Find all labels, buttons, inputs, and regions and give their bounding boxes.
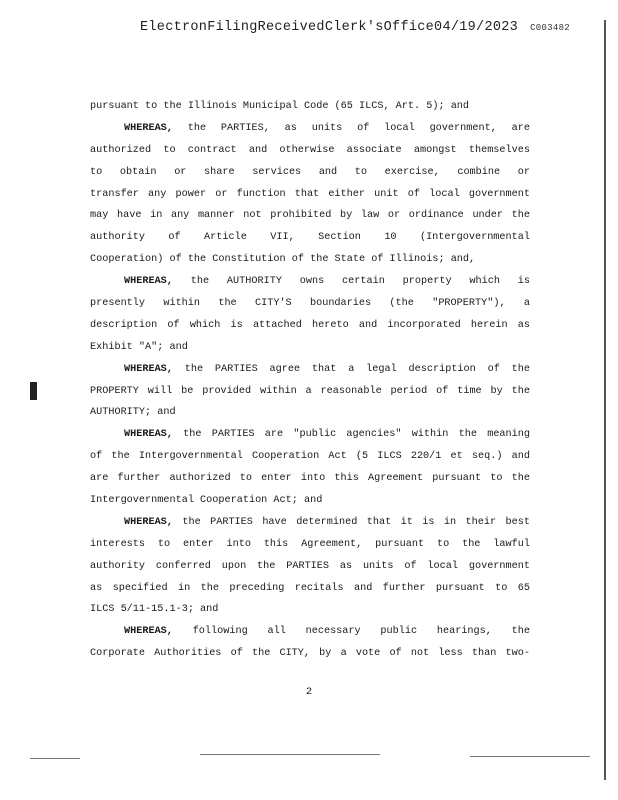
line-text: the PARTIES have determined that it is in their best	[172, 516, 530, 528]
whereas-keyword: WHEREAS,	[124, 626, 173, 638]
line-text: interests to enter into this Agreement, pursuant to the lawful	[90, 538, 530, 550]
whereas-keyword: WHEREAS,	[124, 429, 173, 441]
scan-artifact-left	[30, 382, 37, 400]
text-line	[90, 249, 530, 271]
text-line	[90, 227, 530, 249]
text-line	[90, 643, 530, 665]
line-text: the PARTIES are "public agencies" within the meaning	[172, 429, 530, 441]
text-line	[90, 381, 530, 403]
line-text: Corporate Authorities of the CITY, by a vote of not less than two-	[90, 648, 530, 660]
line-text: of the Intergovernmental Cooperation Act (5 ILCS 220/1 et seq.) and	[90, 451, 530, 463]
text-line	[90, 402, 530, 424]
scan-artifact-bottom-2	[200, 754, 380, 755]
text-line	[90, 271, 530, 293]
line-text: the PARTIES agree that a legal description of the	[172, 363, 530, 375]
line-text: AUTHORITY; and	[90, 407, 176, 419]
line-text: the AUTHORITY owns certain property which is	[172, 276, 530, 288]
line-text: description of which is attached hereto and incorporated herein as	[90, 319, 530, 331]
document-body	[90, 96, 530, 665]
text-line	[90, 96, 530, 118]
line-text: to obtain or share services and to exercise, combine or	[90, 166, 530, 178]
line-text: Intergovernmental Cooperation Act; and	[90, 495, 323, 507]
text-line	[90, 424, 530, 446]
line-text: ILCS 5/11-15.1-3; and	[90, 604, 219, 616]
text-line	[90, 293, 530, 315]
line-text: Cooperation) of the Constitution of the State of Illinois; and,	[90, 254, 476, 266]
line-text: PROPERTY will be provided within a reasonable period of time by the	[90, 385, 530, 397]
line-text: as specified in the preceding recitals and further pursuant to 65	[90, 582, 530, 594]
text-line	[90, 184, 530, 206]
line-text: may have in any manner not prohibited by law or ordinance under the	[90, 210, 530, 222]
text-line	[90, 162, 530, 184]
text-line	[90, 337, 530, 359]
line-text: are further authorized to enter into this Agreement pursuant to the	[90, 473, 530, 485]
line-text: transfer any power or function that either unit of local government	[90, 188, 530, 200]
text-line	[90, 140, 530, 162]
line-text: Exhibit "A"; and	[90, 341, 188, 353]
line-text: authority conferred upon the PARTIES as units of local government	[90, 560, 530, 572]
line-text: authority of Article VII, Section 10 (Intergovernmental	[90, 232, 530, 244]
text-line	[90, 315, 530, 337]
text-line	[90, 534, 530, 556]
text-line	[90, 118, 530, 140]
text-line	[90, 468, 530, 490]
text-line	[90, 490, 530, 512]
text-line	[90, 621, 530, 643]
text-line	[90, 512, 530, 534]
scan-artifact-right	[604, 20, 606, 780]
text-line	[90, 599, 530, 621]
text-line	[90, 359, 530, 381]
received-stamp	[140, 20, 570, 35]
scan-artifact-bottom-3	[470, 756, 590, 757]
whereas-keyword: WHEREAS,	[124, 516, 173, 528]
line-text: following all necessary public hearings, the	[172, 626, 530, 638]
text-line	[90, 578, 530, 600]
whereas-keyword: WHEREAS,	[124, 122, 173, 134]
line-text: the PARTIES, as units of local government, are	[172, 122, 530, 134]
line-text: pursuant to the Illinois Municipal Code (65 ILCS, Art. 5); and	[90, 101, 470, 112]
page-number: 2	[305, 686, 313, 698]
text-line	[90, 556, 530, 578]
stamp-text: ElectronFilingReceivedClerk'sOffice04/19/2023	[140, 20, 519, 35]
text-line	[90, 446, 530, 468]
scan-artifact-bottom	[30, 758, 80, 759]
text-line	[90, 205, 530, 227]
whereas-keyword: WHEREAS,	[124, 276, 173, 288]
document-code: C003482	[530, 23, 570, 33]
whereas-keyword: WHEREAS,	[124, 363, 173, 375]
line-text: presently within the CITY'S boundaries (the "PROPERTY"), a	[90, 298, 530, 310]
line-text: authorized to contract and otherwise associate amongst themselves	[90, 144, 530, 156]
